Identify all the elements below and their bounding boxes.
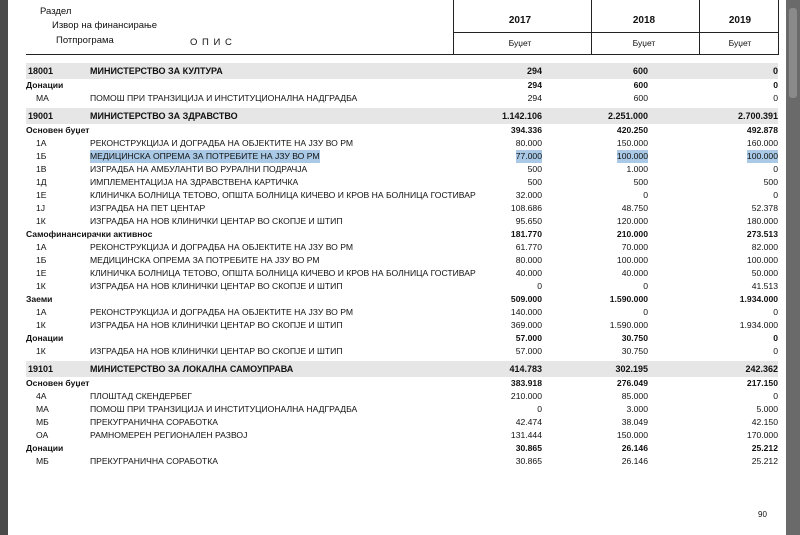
row-code: Основен буџет [26,378,90,388]
row-code: Заеми [26,294,53,304]
value-2019: 242.362 [745,364,778,374]
value-2019: 100.000 [746,151,778,161]
value-2017: 294 [527,80,542,90]
row-code: МБ [36,456,49,466]
value-2017: 40.000 [515,268,542,278]
table-row[interactable] [26,319,778,332]
row-code: МА [36,404,49,414]
org-row[interactable] [26,63,778,79]
value-2018: 150.000 [616,430,648,440]
value-2017: 95.650 [515,216,542,226]
group-row[interactable] [26,293,778,306]
value-2017: 294 [527,93,542,103]
value-2017: 294 [526,66,542,76]
value-2019: 42.150 [751,417,778,427]
value-2019: 160.000 [746,138,778,148]
row-code: 1Б [36,151,47,161]
left-gutter [0,0,8,535]
group-row[interactable] [26,377,778,390]
value-2018: 1.590.000 [609,320,648,330]
table-row[interactable] [26,92,778,105]
row-description: ПЛОШТАД СКЕНДЕРБЕГ [90,391,193,401]
row-code: 1К [36,346,46,356]
row-description: ИМПЛЕМЕНТАЦИЈА НА ЗДРАВСТВЕНА КАРТИЧКА [90,177,299,187]
row-description: РЕКОНСТРУКЦИЈА И ДОГРАДБА НА ОБЈЕКТИТЕ НА ЈЗУ ВО РМ [90,307,354,317]
value-2019: 170.000 [746,430,778,440]
row-description: ИЗГРАДБА НА АМБУЛАНТИ ВО РУРАЛНИ ПОДРАЧЈА [90,164,308,174]
value-2019: 217.150 [746,378,778,388]
value-2019: 82.000 [751,242,778,252]
row-code: 4А [36,391,47,401]
table-row[interactable] [26,215,778,228]
row-description: ПОМОШ ПРИ ТРАНЗИЦИЈА И ИНСТИТУЦИОНАЛНА НАДГРАДБА [90,404,358,414]
table-row[interactable] [26,403,778,416]
value-2018: 2.251.000 [607,111,648,121]
value-2019: 0 [773,93,778,103]
value-2017: 500 [527,164,542,174]
value-2018: 210.000 [616,229,648,239]
header-divider [453,0,454,54]
header-opis: О П И С [190,37,233,48]
value-2018: 420.250 [616,125,648,135]
value-2019: 0 [773,333,778,343]
value-2017: 42.474 [515,417,542,427]
value-2017: 57.000 [515,333,542,343]
row-description: ПРЕКУГРАНИЧНА СОРАБОТКА [90,417,218,427]
value-2019: 0 [773,307,778,317]
row-description: ПРЕКУГРАНИЧНА СОРАБОТКА [90,456,218,466]
value-2019: 273.513 [746,229,778,239]
row-description: ИЗГРАДБА НА НОВ КЛИНИЧКИ ЦЕНТАР ВО СКОПЈЕ И ШТИП [90,281,343,291]
value-2017: 0 [537,404,542,414]
value-2018: 600 [632,66,648,76]
row-code: 1А [36,138,47,148]
value-2019: 2.700.391 [737,111,778,121]
header-hline [453,32,778,33]
value-2017: 383.918 [510,378,542,388]
value-2017: 509.000 [510,294,542,304]
org-row[interactable] [26,361,778,377]
row-code: 1А [36,307,47,317]
value-2018: 48.750 [621,203,648,213]
row-code: 1Е [36,190,47,200]
value-2018: 70.000 [621,242,648,252]
value-2019: 100.000 [746,255,778,265]
value-2018: 40.000 [621,268,648,278]
row-description: МИНИСТЕРСТВО ЗА ЗДРАВСТВО [90,111,238,121]
value-2018: 120.000 [616,216,648,226]
value-2018: 3.000 [626,404,648,414]
row-code: 18001 [28,66,54,76]
table-row[interactable] [26,390,778,403]
row-code: 1В [36,164,47,174]
year-2018: 2018 [632,15,656,26]
row-code: 1Е [36,268,47,278]
row-code: 19101 [28,364,54,374]
value-2018: 38.049 [621,417,648,427]
value-2017: 1.142.106 [501,111,542,121]
value-2018: 600 [633,93,648,103]
page-number: 90 [758,510,767,519]
value-2017: 131.444 [510,430,542,440]
header-divider [591,0,592,54]
group-row[interactable] [26,124,778,137]
value-2017: 108.686 [510,203,542,213]
value-2019: 0 [773,391,778,401]
table-row[interactable] [26,280,778,293]
row-code: Донации [26,80,64,90]
value-2017: 500 [527,177,542,187]
value-2018: 150.000 [616,138,648,148]
value-2017: 80.000 [515,255,542,265]
row-description: РЕКОНСТРУКЦИЈА И ДОГРАДБА НА ОБЈЕКТИТЕ НА ЈЗУ ВО РМ [90,242,354,252]
row-code: ОА [36,430,49,440]
value-2019: 500 [763,177,778,187]
table-header [26,0,786,56]
value-2017: 140.000 [510,307,542,317]
row-code: 1Б [36,255,47,265]
row-code: 1Д [36,177,47,187]
year-2019: 2019 [728,15,752,26]
row-code: 1К [36,216,46,226]
table-row[interactable] [26,254,778,267]
budget-label-2019: Буџет [728,38,752,48]
value-2017: 57.000 [515,346,542,356]
table-row[interactable] [26,150,778,163]
value-2017: 210.000 [510,391,542,401]
header-izvor: Извор на финансирање [52,20,158,31]
value-2018: 1.000 [626,164,648,174]
table-row[interactable] [26,202,778,215]
row-description: МИНИСТЕРСТВО ЗА КУЛТУРА [90,66,223,76]
row-code: 1К [36,281,46,291]
value-2019: 25.212 [751,456,778,466]
value-2019: 0 [773,164,778,174]
header-razdel: Раздел [40,6,72,17]
table-row[interactable] [26,429,778,442]
value-2018: 30.750 [621,333,648,343]
row-code: 1А [36,242,47,252]
value-2018: 302.195 [615,364,648,374]
row-description: МИНИСТЕРСТВО ЗА ЛОКАЛНА САМОУПРАВА [90,364,294,374]
value-2018: 276.049 [616,378,648,388]
group-row[interactable] [26,442,778,455]
value-2018: 85.000 [621,391,648,401]
year-2017: 2017 [508,15,532,26]
group-row[interactable] [26,228,778,241]
table-row[interactable] [26,455,778,468]
budget-label-2018: Буџет [632,38,656,48]
table-row[interactable] [26,267,778,280]
row-description: МЕДИЦИНСКА ОПРЕМА ЗА ПОТРЕБИТЕ НА ЈЗУ ВО РМ [90,255,320,265]
value-2018: 500 [633,177,648,187]
group-row[interactable] [26,332,778,345]
value-2019: 0 [772,66,778,76]
value-2018: 0 [643,281,648,291]
value-2018: 600 [633,80,648,90]
value-2018: 1.590.000 [609,294,648,304]
row-code: Самофинансирачки активнос [26,229,153,239]
table-row[interactable] [26,416,778,429]
row-code: 1Ј [36,203,46,213]
value-2019: 180.000 [746,216,778,226]
row-description: РАМНОМЕРЕН РЕГИОНАЛЕН РАЗВОЈ [90,430,248,440]
value-2018: 0 [643,190,648,200]
vertical-scrollbar[interactable] [786,0,800,535]
row-description: ИЗГРАДБА НА НОВ КЛИНИЧКИ ЦЕНТАР ВО СКОПЈЕ И ШТИП [90,216,343,226]
value-2017: 32.000 [515,190,542,200]
row-code: МА [36,93,49,103]
value-2018: 26.146 [621,443,648,453]
value-2019: 5.000 [756,404,778,414]
header-potprogram: Потпрограма [56,35,114,46]
value-2017: 181.770 [510,229,542,239]
budget-label-2017: Буџет [508,38,532,48]
row-description: ИЗГРАДБА НА ПЕТ ЦЕНТАР [90,203,206,213]
row-description: РЕКОНСТРУКЦИЈА И ДОГРАДБА НА ОБЈЕКТИТЕ НА ЈЗУ ВО РМ [90,138,354,148]
org-row[interactable] [26,108,778,124]
value-2017: 30.865 [515,456,542,466]
value-2019: 0 [773,80,778,90]
value-2019: 25.212 [751,443,778,453]
value-2017: 61.770 [515,242,542,252]
value-2018: 100.000 [616,151,648,161]
value-2018: 30.750 [621,346,648,356]
value-2017: 30.865 [515,443,542,453]
value-2019: 0 [773,346,778,356]
row-code: Донации [26,333,64,343]
table-row[interactable] [26,241,778,254]
table-row[interactable] [26,163,778,176]
row-code: 1К [36,320,46,330]
value-2017: 414.783 [509,364,542,374]
value-2019: 52.378 [751,203,778,213]
table-row[interactable] [26,306,778,319]
row-description: КЛИНИЧКА БОЛНИЦА ТЕТОВО, ОПШТА БОЛНИЦА КИЧЕВО И КРОВ НА БОЛНИЦА ГОСТИВАР [90,268,476,278]
row-code: 19001 [28,111,54,121]
value-2019: 492.878 [746,125,778,135]
value-2019: 50.000 [751,268,778,278]
row-code: МБ [36,417,49,427]
budget-table [26,60,778,468]
value-2019: 41.513 [751,281,778,291]
scrollbar-thumb[interactable] [789,8,797,98]
table-row[interactable] [26,189,778,202]
value-2017: 394.336 [510,125,542,135]
value-2017: 80.000 [515,138,542,148]
value-2018: 100.000 [616,255,648,265]
group-row[interactable] [26,79,778,92]
row-code: Основен буџет [26,125,90,135]
row-code: Донации [26,443,64,453]
value-2019: 1.934.000 [739,294,778,304]
table-row[interactable] [26,176,778,189]
value-2019: 1.934.000 [739,320,778,330]
row-description: ИЗГРАДБА НА НОВ КЛИНИЧКИ ЦЕНТАР ВО СКОПЈЕ И ШТИП [90,346,343,356]
row-description: ИЗГРАДБА НА НОВ КЛИНИЧКИ ЦЕНТАР ВО СКОПЈЕ И ШТИП [90,320,343,330]
value-2018: 0 [643,307,648,317]
value-2019: 0 [773,190,778,200]
value-2017: 77.000 [515,151,542,161]
table-row[interactable] [26,345,778,358]
row-description: МЕДИЦИНСКА ОПРЕМА ЗА ПОТРЕБИТЕ НА ЈЗУ ВО РМ [90,151,320,161]
value-2017: 0 [537,281,542,291]
value-2018: 26.146 [621,456,648,466]
value-2017: 369.000 [510,320,542,330]
table-row[interactable] [26,137,778,150]
row-description: КЛИНИЧКА БОЛНИЦА ТЕТОВО, ОПШТА БОЛНИЦА КИЧЕВО И КРОВ НА БОЛНИЦА ГОСТИВАР [90,190,476,200]
row-description: ПОМОШ ПРИ ТРАНЗИЦИЈА И ИНСТИТУЦИОНАЛНА НАДГРАДБА [90,93,358,103]
